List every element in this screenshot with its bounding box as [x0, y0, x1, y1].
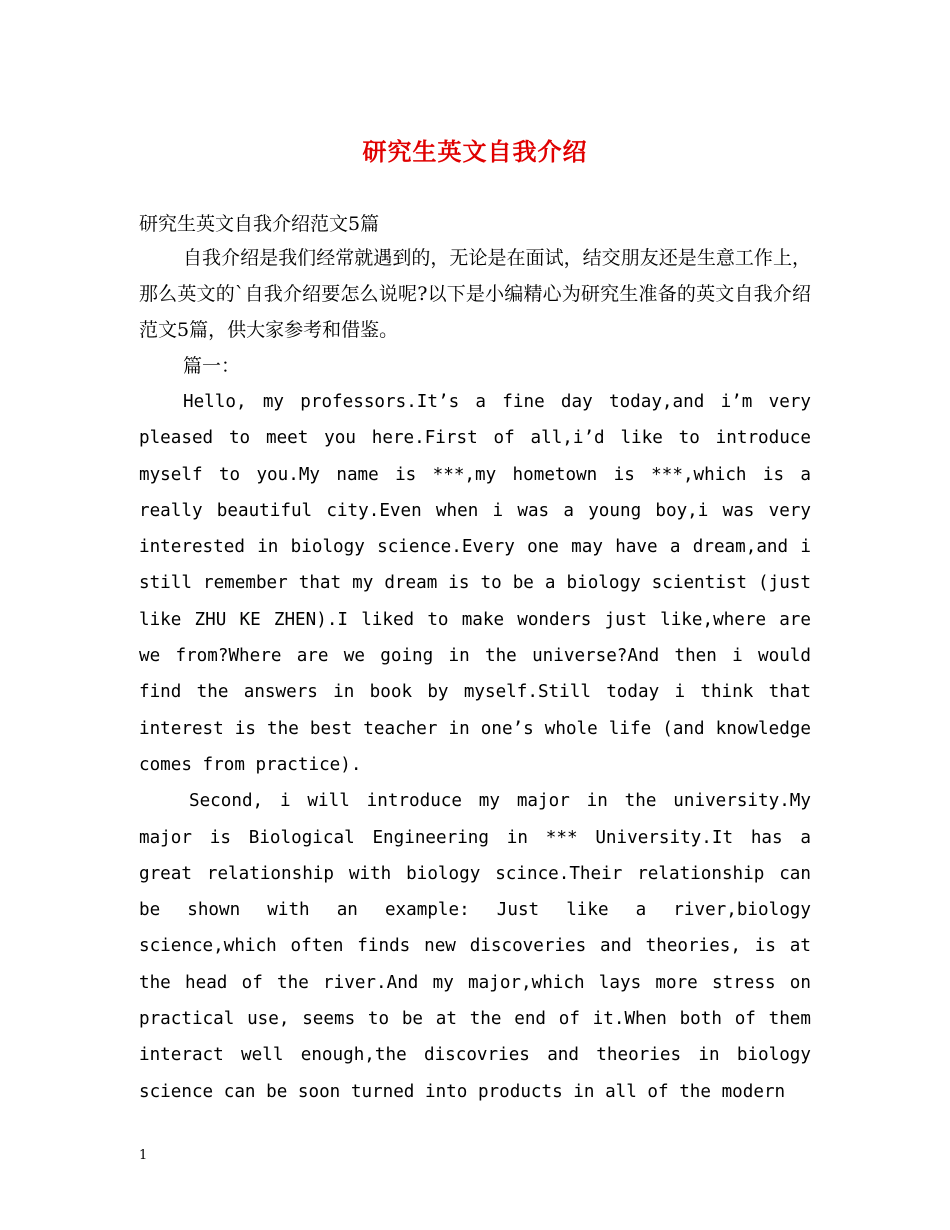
document-subtitle: 研究生英文自我介绍范文5篇: [139, 213, 380, 235]
intro-paragraph: 自我介绍是我们经常就遇到的，无论是在面试，结交朋友还是生意工作上，那么英文的`自我介绍要怎么说呢?以下是小编精心为研究生准备的英文自我介绍范文5篇，供大家参考和借鉴。: [139, 247, 811, 341]
page-number: 1: [139, 1148, 148, 1163]
document-title: 研究生英文自我介绍: [362, 137, 588, 166]
body-paragraph-1: Hello, my professors.It’s a fine day today,and i’m very pleased to meet you here.First of all,i’d like to introduce myself to you.My name is ***,my hometown is ***,which is a really beautiful city.Even when i was a young boy,i was very interested in biology science.Every one may have a dream,and i still remember that my dream is to be a biology scientist (just like ZHU KE ZHEN).I liked to make wonders just like,where are we from?Where are we going in the universe?And then i would find the answers in book by myself.Still today i think that interest is the best teacher in one’s whole life (and knowledge comes from practice).: [139, 392, 811, 775]
document-body: [139, 208, 811, 1110]
section-label: 篇一：: [183, 355, 241, 377]
body-paragraph-2: Second, i will introduce my major in the university.My major is Biological Engineering in *** University.It has a great relationship with biology scince.Their relationship can be shown with an example: Just like a river,biology science,which often finds new discoveries and theories, is at the head of the river.And my major,which lays more stress on practical use, seems to be at the end of it.When both of them interact well enough,the discovries and theories in biology science can be soon turned into products in all of the modern: [139, 791, 811, 1102]
